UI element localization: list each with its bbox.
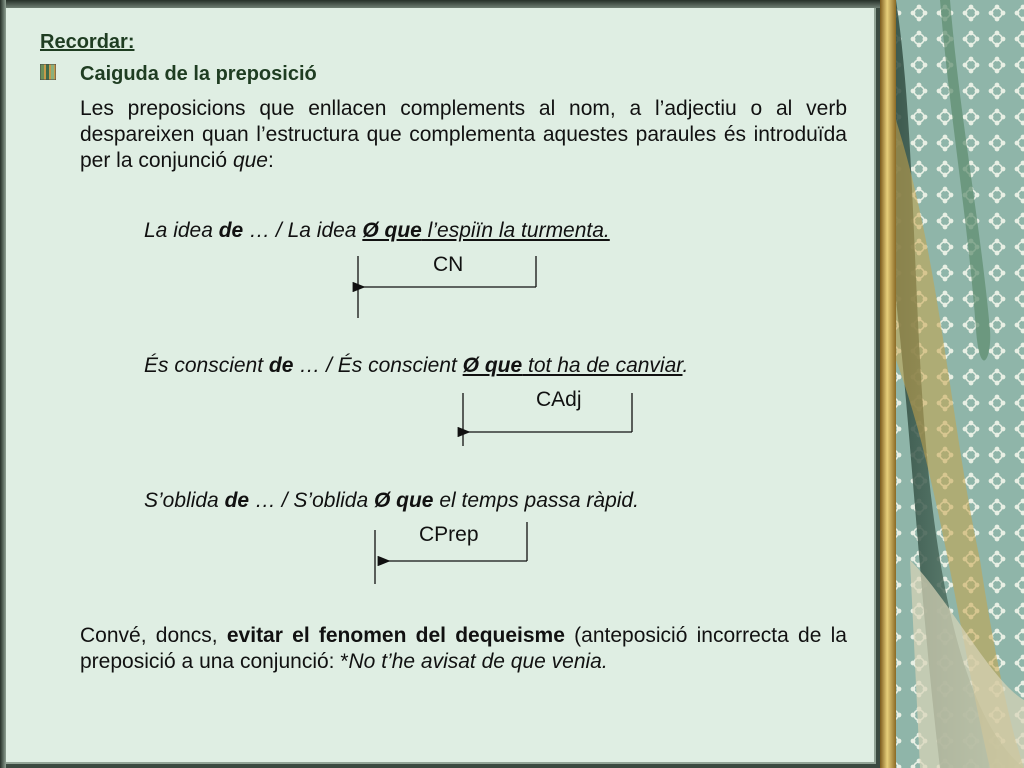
intro-paragraph: Les preposicions que enllacen complements al nom, a l’adjectiu o al verb despareixen quan l’estructura que complementa aquestes paraules és introduïda per la conjunció que: — [80, 97, 847, 172]
section-subheading: Caiguda de la preposició — [80, 63, 317, 85]
decorative-side-panel — [880, 0, 1024, 768]
slide-heading: Recordar: — [40, 31, 135, 53]
example-2: És conscient de … / És conscient Ø que tot ha de canviar. — [144, 354, 689, 377]
example-3: S’oblida de … / S’oblida Ø que el temps passa ràpid. — [144, 489, 639, 512]
example-1: La idea de … / La idea Ø que l’espiïn la turmenta. — [144, 219, 610, 242]
conclusion-paragraph: Convé, doncs, evitar el fenomen del dequeisme (anteposició incorrecta de la preposició a una conjunció: *No t’he avisat de que venia. — [80, 624, 847, 673]
label-cprep: CPrep — [419, 523, 479, 546]
label-cadj: CAdj — [536, 388, 582, 411]
label-cn: CN — [433, 253, 464, 276]
